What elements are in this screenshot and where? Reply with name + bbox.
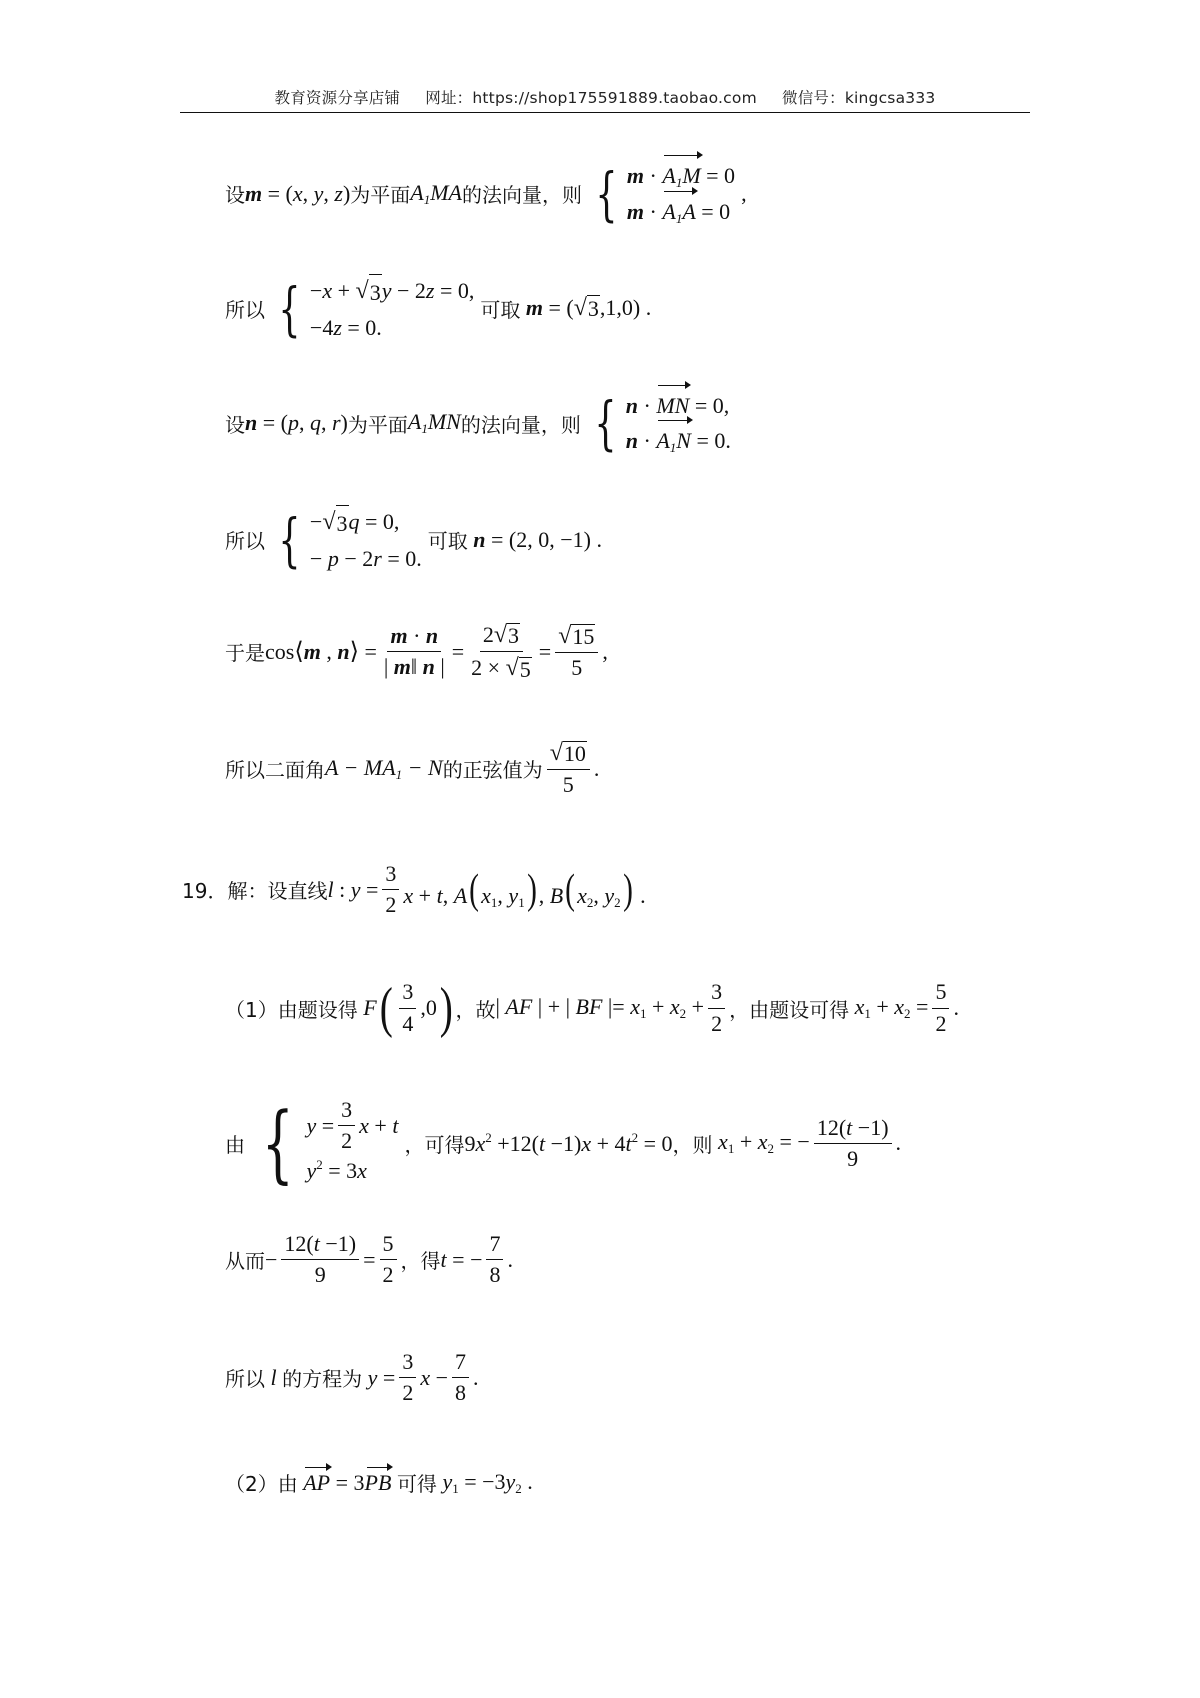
solution-line-sine: 所以二面角 $A - MA_1 - N$ 的正弦值为 √ 10 5 . (225, 740, 600, 798)
text: 可取 (427, 529, 468, 554)
text: 的法向量，则 (462, 183, 582, 208)
text: 设 (225, 183, 245, 208)
text: 从而 (225, 1249, 265, 1274)
text: 设 (225, 412, 245, 437)
text: 所以 (225, 1367, 265, 1392)
solution-line-system-m: 所以 { −x + √ 3 y − 2z = 0, −4z = 0. 可取 m = ( √ 3 ,1,0) . (225, 274, 652, 343)
question-number: 19． (182, 879, 228, 904)
header-shop: 教育资源分享店铺 (274, 89, 401, 107)
text: 可取 (480, 298, 521, 323)
header-url: 网址：https://shop175591889.taobao.com (425, 89, 757, 107)
part1-focus: （1）由题设得 F ( $\frac{3}{4}$ ,0 ) ，故 | AF | + | BF |= $x_1 + x_2$ + $\frac{3}{2}$ ，由题设可得 $x_1 + x_2$ = $\frac{5}{2}$ . (225, 977, 959, 1039)
text: 由 (225, 1132, 245, 1157)
text: 所以 (225, 298, 265, 323)
text: 的方程为 (282, 1367, 363, 1392)
part2-vector-relation: （2）由 AP = 3PB 可得 $y_1 = -3y_2$ . (225, 1468, 533, 1496)
text: ，则 (672, 1132, 713, 1157)
text: 可得 (396, 1472, 437, 1496)
text: ，得 (400, 1249, 441, 1274)
solution-line-cosine: 于是 cos⟨m , n⟩ = $\frac{m \cdot n}{| m‖ n |}$ = 2 √ 3 2 × √ 5 = √ 15 5 , (225, 622, 608, 682)
page-header (180, 86, 1030, 110)
text: （1）由题设得 (225, 997, 358, 1022)
text: 的正弦值为 (442, 758, 543, 783)
question-19-setup: 19． 解：设直线 l : y = $\frac{3}{2}$ x + t, $A(x_1$, $y_1$), $B(x_2$, $y_2$) . (182, 861, 646, 918)
solution-line-normal-m: 设 m = (x, y, z) 为平面 $A_1MA$ 的法向量，则 { $m \cdot A_1M = 0$ $m \cdot A_1A = 0$ , (225, 159, 747, 228)
text: 解：设直线 (227, 879, 328, 904)
solution-line-system-n: 所以 { − √ 3 q = 0, − p − 2r = 0. 可取 n = (2, 0, −1) . (225, 505, 602, 574)
text: 所以二面角 (225, 758, 325, 783)
part1-line-equation: 所以 l 的方程为 y = $\frac{3}{2}$ x − $\frac{7}{8}$ . (225, 1349, 479, 1406)
text: 的法向量，则 (460, 412, 581, 437)
part1-system: 由 { y = $\frac{3}{2}$ x + t $y^2 = 3x$ ，可得 $9x^2 +12(t -1)x + 4t^2 = 0$ ，则 $x_1 + x_2$ = − $\frac{12(t -1)}{9}$ . (225, 1094, 902, 1193)
text: ，故 (455, 997, 496, 1022)
solution-line-normal-n: 设 n = (p, q, r) 为平面 $A_1MN$ 的法向量，则 { n · MN = 0, $n \cdot A_1N = 0$. (225, 389, 731, 458)
text: ，由题设可得 (729, 997, 850, 1022)
text: 为平面 (350, 183, 411, 208)
text: 于是 (225, 641, 265, 666)
header-divider (180, 112, 1030, 113)
text: ，可得 (404, 1132, 465, 1157)
text: 所以 (225, 529, 265, 554)
header-wechat: 微信号：kingcsa333 (782, 89, 936, 107)
text: （2）由 (225, 1472, 298, 1496)
part1-solve-t: 从而 − $\frac{12(t -1)}{9}$ = $\frac{5}{2}$ ，得 t = − $\frac{7}{8}$ . (225, 1231, 513, 1288)
text: 为平面 (347, 412, 408, 437)
